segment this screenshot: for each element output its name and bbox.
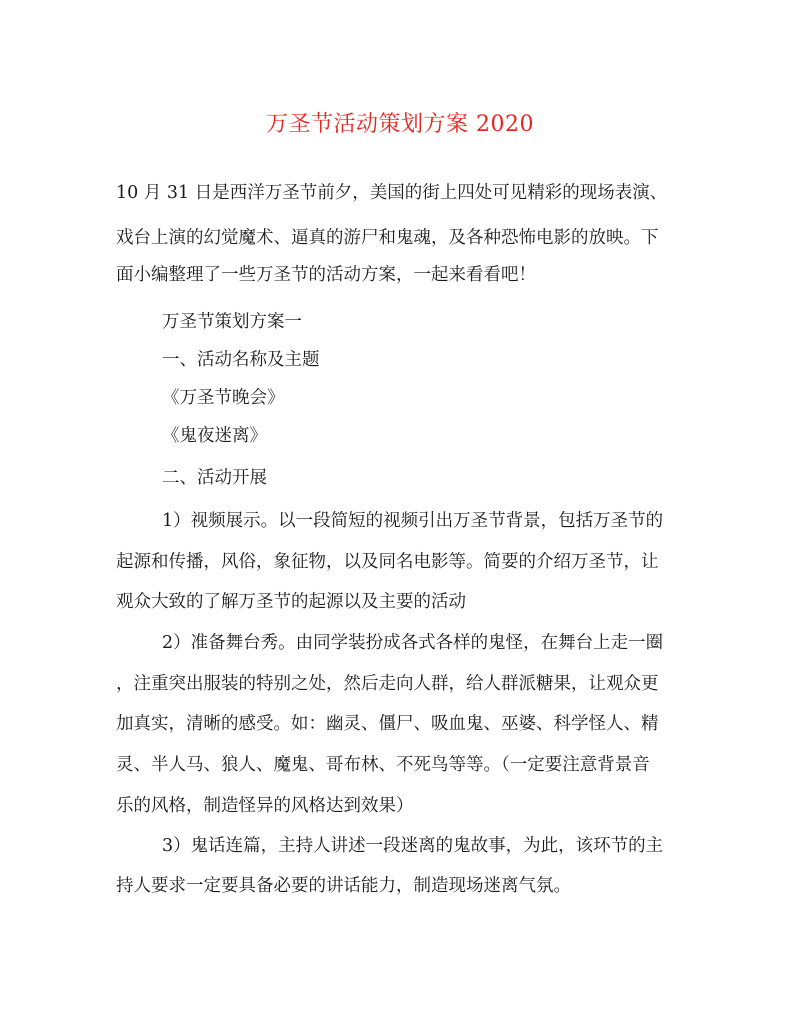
item-1-line: 观众大致的了解万圣节的起源以及主要的活动 bbox=[116, 592, 466, 612]
item-2-line: ，注重突出服装的特别之处，然后走向人群，给人群派糖果，让观众更 bbox=[116, 674, 659, 694]
section-heading-activity-name: 一、活动名称及主题 bbox=[162, 350, 320, 370]
item-2-line: 灵、半人马、狼人、魔鬼、哥布林、不死鸟等等。（一定要注意背景音 bbox=[116, 755, 650, 775]
activity-theme-1: 《万圣节晚会》 bbox=[162, 388, 285, 408]
paragraph-intro-line: 戏台上演的幻觉魔术、逼真的游尸和鬼魂，及各种恐怖电影的放映。下 bbox=[116, 228, 659, 248]
item-1-line: 起源和传播，风俗，象征物，以及同名电影等。简要的介绍万圣节，让 bbox=[116, 552, 659, 572]
activity-theme-2: 《鬼夜迷离》 bbox=[162, 426, 267, 446]
item-2-line: 加真实，清晰的感受。如：幽灵、僵尸、吸血鬼、巫婆、科学怪人、精 bbox=[116, 714, 659, 734]
paragraph-intro-line: 10 月 31 日是西洋万圣节前夕，美国的街上四处可见精彩的现场表演、 bbox=[116, 183, 668, 203]
section-heading-plan-one: 万圣节策划方案一 bbox=[162, 312, 302, 332]
document-title: 万圣节活动策划方案 2020 bbox=[266, 112, 534, 137]
item-1-line: 1）视频展示。以一段简短的视频引出万圣节背景，包括万圣节的 bbox=[162, 511, 664, 531]
section-heading-activity-run: 二、活动开展 bbox=[162, 468, 267, 488]
item-2-line: 2）准备舞台秀。由同学装扮成各式各样的鬼怪，在舞台上走一圈 bbox=[162, 633, 664, 653]
item-2-line: 乐的风格，制造怪异的风格达到效果） bbox=[116, 796, 414, 816]
item-3-line: 持人要求一定要具备必要的讲话能力，制造现场迷离气氛。 bbox=[116, 876, 571, 896]
paragraph-intro-line: 面小编整理了一些万圣节的活动方案，一起来看看吧！ bbox=[116, 265, 536, 285]
item-3-line: 3）鬼话连篇，主持人讲述一段迷离的鬼故事，为此，该环节的主 bbox=[162, 836, 664, 856]
